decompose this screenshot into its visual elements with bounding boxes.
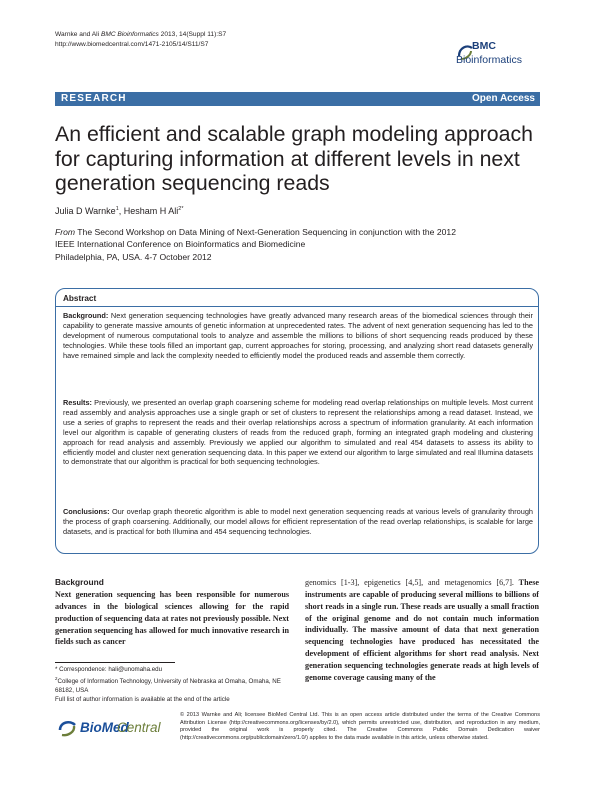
section-label: RESEARCH <box>61 93 127 104</box>
journal-logo-bmc: BMC <box>472 40 496 52</box>
from-label: From <box>55 227 76 237</box>
body-column-right <box>305 577 539 684</box>
correspondence-email[interactable]: * Correspondence: hali@unomaha.edu <box>55 666 163 673</box>
author-affiliation-mark: 1 <box>115 206 119 212</box>
author-list <box>55 206 184 216</box>
background-label: Background: <box>63 311 109 320</box>
article-url-link[interactable]: http://www.biomedcentral.com/1471-2105/14/S11/S7 <box>55 40 209 48</box>
conference-location: Philadelphia, PA, USA. 4-7 October 2012 <box>55 251 212 262</box>
background-text: Next generation sequencing technologies have greatly advanced many research areas of the biomedical sciences through their capability to generate massive amounts of genetic information at unprecedented rates. The advent of next generation sequencing has led to the development of numerous computational tools to analyze and assemble the millions to billions of short sequencing reads produced by these technologies. While these tools filled an important gap, current approaches for storing, processing, and analyzing short read datasets generally have remained simple and lack the complexity needed to efficiently model the produced reads and assemble them correctly. <box>63 311 533 360</box>
footnotes <box>55 665 295 704</box>
results-text: Previously, we presented an overlap graph coarsening scheme for modeling read overlap relationships on multiple levels. Most current read assembly and analysis approaches use a single graph or set of clusters to represent the relationships among a read dataset. Instead, we use a series of graphs to represent the reads and their overlap relationships across a spectrum of information granularity. At each information level our algorithm is capable of generating clusters of reads from the reduced graph, forming an integrated graph modeling and clustering approach for read analysis and assembly. Previously we applied our algorithm to simulated and real 454 datasets to assess its ability to efficiently model and cluster next generation sequencing data. In this paper we extend our algorithm to large simulated and real Illumina datasets to demonstrate that our algorithm is practical for both sequencing technologies. <box>63 398 533 467</box>
open-access-label: Open Access <box>472 93 535 104</box>
biomed-swirl-icon <box>58 718 78 738</box>
journal-logo-name: Bioinformatics <box>456 54 522 66</box>
license-text: © 2013 Warnke and Ali; licensee BioMed Central Ltd. This is an open access article distributed under the terms of the Creative Commons Attribution License (http://creativecommons.org/licenses/by/2.0), which permits unrestricted use, distribution, and reproduction in any medium, provided the original work is properly cited. The Creative Commons Public Domain Dedication waiver (http://creativecommons.org/publicdomain/zero/1.0/) applies to the data made available in this article, unless otherwise stated. <box>180 712 540 742</box>
abstract-background <box>63 311 533 361</box>
publisher-logo-central: Central <box>117 720 161 735</box>
citation-header <box>55 30 226 49</box>
conference-line <box>55 226 540 238</box>
section-banner <box>55 92 540 106</box>
affiliation <box>55 674 295 695</box>
abstract-results <box>63 398 533 467</box>
author-info-note: Full list of author information is available at the end of the article <box>55 696 230 704</box>
author-name: Julia D Warnke <box>55 206 116 216</box>
body-column-left: Next generation sequencing has been responsible for numerous advances in the biological sciences allowing for the rapid production of sequencing data at rates not previously possible. Next generation sequencing has allowed for much innovative research in fields such as cancer <box>55 590 289 647</box>
body-text: These instruments are capable of producing several millions to billions of short reads in a single run. These reads are usually a small fraction of the original genome and do not contain much information individually. The massive amount of data that next generation sequencing technologies have produced has necessitated the development of efficient algorithms for short read analysis. Next generation sequencing technologies generate reads at high levels of genome coverage causing many of the <box>305 578 539 682</box>
citation-volume: 2013, 14(Suppl 11):S7 <box>158 31 227 38</box>
author-name: Hesham H Ali <box>123 206 179 216</box>
publisher-logo <box>58 715 173 743</box>
reference-list: genomics [1-3], epigenetics [4,5], and metagenomics [6,7]. <box>305 578 514 587</box>
publisher-logo-biomed: BioMed <box>80 720 129 735</box>
citation-authors: Warnke and Ali <box>55 31 101 38</box>
conference-info <box>55 226 540 263</box>
abstract-heading: Abstract <box>63 294 97 303</box>
results-label: Results: <box>63 398 92 407</box>
abstract-divider <box>56 306 538 307</box>
citation-line <box>55 30 226 40</box>
footnote-divider <box>55 662 175 663</box>
conclusions-text: Our overlap graph theoretic algorithm is able to model next generation sequencing reads at various levels of granularity through the process of graph coarsening. Additionally, our model allows for efficient representation of the read overlap relationships, is scalable for large datasets, and is practical for both Illumina and 454 sequencing technologies. <box>63 507 533 536</box>
conclusions-label: Conclusions: <box>63 507 110 516</box>
citation-journal: BMC Bioinformatics <box>100 31 159 38</box>
article-title: An efficient and scalable graph modeling approach for capturing information at different levels in next generation sequencing reads <box>55 122 533 195</box>
affiliation-mark: 2 <box>55 676 58 681</box>
background-heading: Background <box>55 577 104 587</box>
abstract-conclusions <box>63 507 533 537</box>
author-affiliation-mark: 2* <box>178 206 184 212</box>
affiliation-text: College of Information Technology, University of Nebraska at Omaha, Omaha, NE 68182, USA <box>55 678 281 695</box>
journal-logo <box>456 40 556 80</box>
conference-name: The Second Workshop on Data Mining of Next-Generation Sequencing in conjunction with the 2012 <box>75 227 456 237</box>
conference-line: IEEE International Conference on Bioinformatics and Biomedicine <box>55 239 306 250</box>
author-separator: , <box>118 206 124 216</box>
